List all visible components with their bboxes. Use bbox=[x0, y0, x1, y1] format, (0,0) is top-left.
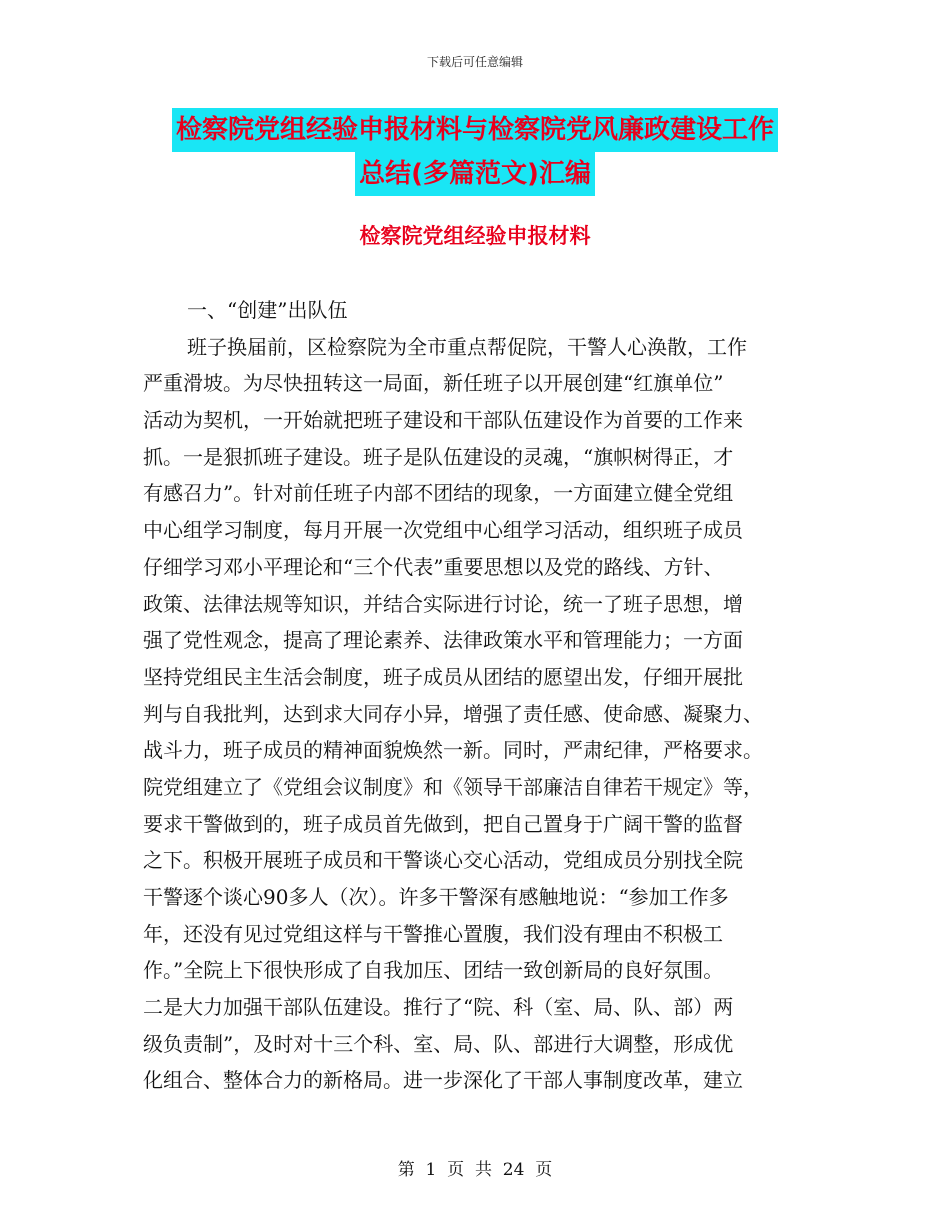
title-line-1: 检察院党组经验申报材料与检察院党风廉政建设工作 bbox=[172, 108, 778, 152]
page-footer: 第 1 页 共 24 页 bbox=[397, 1160, 553, 1180]
subsection-heading: 一、“创建”出队伍 bbox=[187, 298, 348, 322]
paragraph-line: 抓。一是狠抓班子建设。班子是队伍建设的灵魂，“旗帜树得正，才 bbox=[143, 444, 734, 469]
paragraph-line: 战斗力，班子成员的精神面貌焕然一新。同时，严肃纪律，严格要求。 bbox=[143, 738, 763, 763]
title-line-2: 总结(多篇范文)汇编 bbox=[355, 152, 595, 196]
paragraph-line: 化组合、整体合力的新格局。进一步深化了干部人事制度改革，建立 bbox=[143, 1068, 743, 1093]
document-title bbox=[0, 108, 950, 196]
paragraph-line: 作。”全院上下很快形成了自我加压、团结一致创新局的良好氛围。 bbox=[143, 958, 724, 983]
paragraph-line: 二是大力加强干部队伍建设。推行了“院、科（室、局、队、部）两 bbox=[143, 995, 734, 1020]
paragraph-line: 政策、法律法规等知识，并结合实际进行讨论，统一了班子思想，增 bbox=[143, 591, 743, 616]
paragraph-line: 要求干警做到的，班子成员首先做到，把自己置身于广阔干警的监督 bbox=[143, 811, 743, 836]
paragraph-line: 严重滑坡。为尽快扭转这一局面，新任班子以开展创建“红旗单位” bbox=[143, 371, 724, 396]
paragraph-line: 有感召力”。针对前任班子内部不团结的现象，一方面建立健全党组 bbox=[143, 481, 734, 506]
paragraph-line: 中心组学习制度，每月开展一次党组中心组学习活动，组织班子成员 bbox=[143, 518, 743, 543]
paragraph-line: 级负责制”，及时对十三个科、室、局、队、部进行大调整，形成优 bbox=[143, 1031, 734, 1056]
section-title: 检察院党组经验申报材料 bbox=[359, 224, 591, 248]
paragraph-line: 判与自我批判，达到求大同存小异，增强了责任感、使命感、凝聚力、 bbox=[143, 701, 763, 726]
paragraph-line: 院党组建立了《党组会议制度》和《领导干部廉洁自律若干规定》等， bbox=[143, 774, 763, 799]
paragraph-line: 坚持党组民主生活会制度，班子成员从团结的愿望出发，仔细开展批 bbox=[143, 664, 743, 689]
paragraph-line: 干警逐个谈心90多人（次）。许多干警深有感触地说：“参加工作多 bbox=[143, 885, 729, 909]
paragraph-line: 仔细学习邓小平理论和“三个代表”重要思想以及党的路线、方针、 bbox=[143, 554, 724, 579]
paragraph-line: 活动为契机，一开始就把班子建设和干部队伍建设作为首要的工作来 bbox=[143, 408, 743, 433]
header-note: 下载后可任意编辑 bbox=[426, 55, 523, 69]
paragraph-line: 年，还没有见过党组这样与干警推心置腹，我们没有理由不积极工 bbox=[143, 921, 723, 946]
paragraph-line: 强了党性观念，提高了理论素养、法律政策水平和管理能力；一方面 bbox=[143, 628, 743, 653]
paragraph-line: 班子换届前，区检察院为全市重点帮促院，干警人心涣散，工作 bbox=[187, 334, 747, 359]
body-text bbox=[143, 292, 807, 1099]
paragraph-line: 之下。积极开展班子成员和干警谈心交心活动，党组成员分别找全院 bbox=[143, 848, 743, 873]
